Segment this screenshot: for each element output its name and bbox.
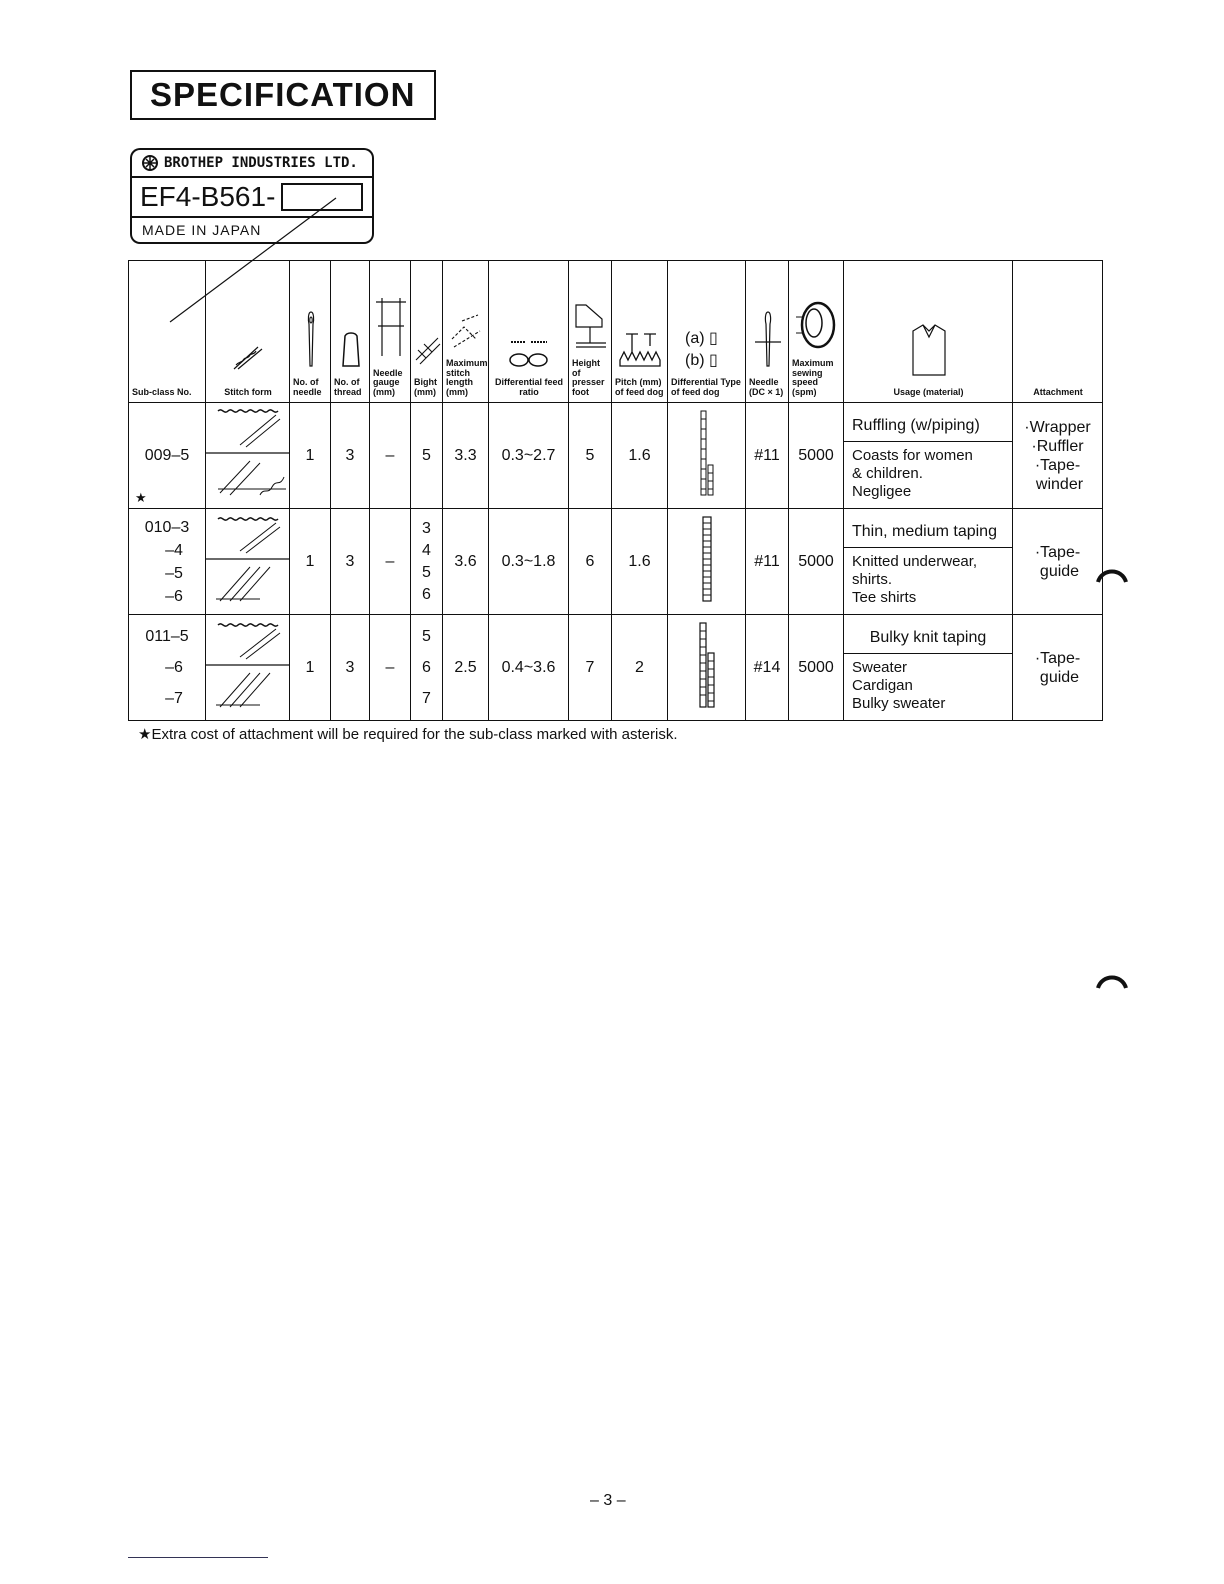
attachment-cell: ·Tape- guide bbox=[1013, 615, 1103, 721]
pitch-cell: 1.6 bbox=[612, 509, 668, 615]
header-presser-height: Height of presser foot bbox=[569, 261, 612, 403]
table-header-row bbox=[129, 261, 1103, 403]
needle-cell: #14 bbox=[746, 615, 789, 721]
presser-height-cell: 7 bbox=[569, 615, 612, 721]
speed-cell: 5000 bbox=[789, 509, 844, 615]
subclass-cell: 011–5 –6 –7 bbox=[129, 615, 206, 721]
header-max-stitch: Maximum stitch length (mm) bbox=[443, 261, 489, 403]
needle-cell: #11 bbox=[746, 509, 789, 615]
nameplate-model: EF4-B561- bbox=[140, 181, 276, 212]
nameplate-origin: MADE IN JAPAN bbox=[142, 222, 262, 238]
threads-cell: 3 bbox=[331, 403, 370, 509]
binder-hole-mark bbox=[1092, 968, 1132, 1008]
differential-feed-icon bbox=[492, 336, 566, 372]
stitch-form-icon bbox=[209, 339, 287, 381]
usage-materials: Sweater Cardigan Bulky sweater bbox=[852, 658, 946, 712]
threads-cell: 3 bbox=[331, 615, 370, 721]
header-subclass: Sub-class No. bbox=[129, 261, 206, 403]
header-no-thread: No. of thread bbox=[331, 261, 370, 403]
usage-title: Bulky knit taping bbox=[844, 623, 1012, 654]
pitch-cell: 2 bbox=[612, 615, 668, 721]
stitch-form-cell bbox=[206, 615, 290, 721]
sewing-speed-icon bbox=[792, 295, 841, 353]
bight-icon bbox=[414, 330, 440, 372]
usage-title: Ruffling (w/piping) bbox=[844, 411, 1012, 442]
usage-cell bbox=[844, 615, 1013, 721]
feed-dog-diagram bbox=[697, 617, 717, 713]
bottom-rule bbox=[128, 1557, 268, 1558]
presser-height-cell: 5 bbox=[569, 403, 612, 509]
stitch-form-cell bbox=[206, 509, 290, 615]
needles-cell: 1 bbox=[290, 509, 331, 615]
feed-dog-icon bbox=[615, 326, 665, 372]
stitch-form-diagram bbox=[206, 509, 290, 609]
needles-cell: 1 bbox=[290, 615, 331, 721]
attachment-cell: ·Wrapper ·Ruffler ·Tape- winder bbox=[1013, 403, 1103, 509]
bight-cell: 3 4 5 6 bbox=[411, 509, 443, 615]
gauge-cell: – bbox=[370, 403, 411, 509]
feed-dog-diagram bbox=[697, 511, 717, 607]
header-stitch-form: Stitch form bbox=[206, 261, 290, 403]
footnote: ★Extra cost of attachment will be required for the sub-class marked with asterisk. bbox=[138, 726, 678, 743]
needles-cell: 1 bbox=[290, 403, 331, 509]
header-speed: Maximum sewing speed (spm) bbox=[789, 261, 844, 403]
stitch-length-icon bbox=[446, 311, 486, 353]
gauge-cell: – bbox=[370, 615, 411, 721]
usage-cell bbox=[844, 509, 1013, 615]
stitch-form-cell bbox=[206, 403, 290, 509]
usage-title: Thin, medium taping bbox=[844, 517, 1012, 548]
presser-foot-icon bbox=[572, 301, 609, 353]
header-diff-feed: Differential feed ratio bbox=[489, 261, 569, 403]
pitch-cell: 1.6 bbox=[612, 403, 668, 509]
asterisk-mark: ★ bbox=[135, 490, 147, 505]
table-row bbox=[129, 615, 1103, 721]
header-needle-gauge: Needle gauge (mm) bbox=[370, 261, 411, 403]
header-usage: Usage (material) bbox=[844, 261, 1013, 403]
max-stitch-cell: 3.6 bbox=[443, 509, 489, 615]
shirt-icon bbox=[847, 321, 1010, 381]
header-needle: Needle (DC × 1) bbox=[746, 261, 789, 403]
header-attachment: Attachment bbox=[1013, 261, 1103, 403]
page-title: SPECIFICATION bbox=[150, 76, 416, 113]
diff-feed-cell: 0.3~1.8 bbox=[489, 509, 569, 615]
stitch-form-diagram bbox=[206, 615, 290, 715]
diff-feed-cell: 0.4~3.6 bbox=[489, 615, 569, 721]
usage-cell bbox=[844, 403, 1013, 509]
usage-materials: Coasts for women & children. Negligee bbox=[852, 446, 973, 500]
specification-table bbox=[128, 260, 1103, 721]
diff-feed-cell: 0.3~2.7 bbox=[489, 403, 569, 509]
subclass-cell: 009–5 ★ bbox=[129, 403, 206, 509]
speed-cell: 5000 bbox=[789, 403, 844, 509]
max-stitch-cell: 2.5 bbox=[443, 615, 489, 721]
nameplate-maker: BROTHEP INDUSTRIES LTD. bbox=[164, 155, 358, 171]
feed-dog-diagram bbox=[697, 405, 717, 501]
table-row bbox=[129, 509, 1103, 615]
header-feed-type: (a) ▯ (b) ▯ Differential Type of feed dog bbox=[668, 261, 746, 403]
bight-cell: 5 bbox=[411, 403, 443, 509]
attachment-cell: ·Tape- guide bbox=[1013, 509, 1103, 615]
feed-dog-type-cell bbox=[668, 509, 746, 615]
needle-dc-icon bbox=[749, 310, 786, 372]
stitch-form-diagram bbox=[206, 403, 290, 503]
feed-dog-type-icon: (a) ▯ (b) ▯ bbox=[685, 330, 718, 370]
feed-dog-type-cell bbox=[668, 615, 746, 721]
speed-cell: 5000 bbox=[789, 615, 844, 721]
page-number: – 3 – bbox=[590, 1492, 626, 1509]
binder-hole-mark bbox=[1092, 562, 1132, 602]
header-bight: Bight (mm) bbox=[411, 261, 443, 403]
usage-materials: Knitted underwear, shirts. Tee shirts bbox=[852, 552, 978, 606]
needle-icon bbox=[293, 310, 328, 372]
thread-cone-icon bbox=[334, 330, 367, 372]
threads-cell: 3 bbox=[331, 509, 370, 615]
presser-height-cell: 6 bbox=[569, 509, 612, 615]
feed-dog-type-cell bbox=[668, 403, 746, 509]
bight-cell: 5 6 7 bbox=[411, 615, 443, 721]
needle-gauge-icon bbox=[373, 296, 408, 362]
needle-cell: #11 bbox=[746, 403, 789, 509]
max-stitch-cell: 3.3 bbox=[443, 403, 489, 509]
gauge-cell: – bbox=[370, 509, 411, 615]
subclass-cell: 010–3 –4 –5 –6 bbox=[129, 509, 206, 615]
header-pitch: Pitch (mm) of feed dog bbox=[612, 261, 668, 403]
table-row bbox=[129, 403, 1103, 509]
header-no-needle: No. of needle bbox=[290, 261, 331, 403]
